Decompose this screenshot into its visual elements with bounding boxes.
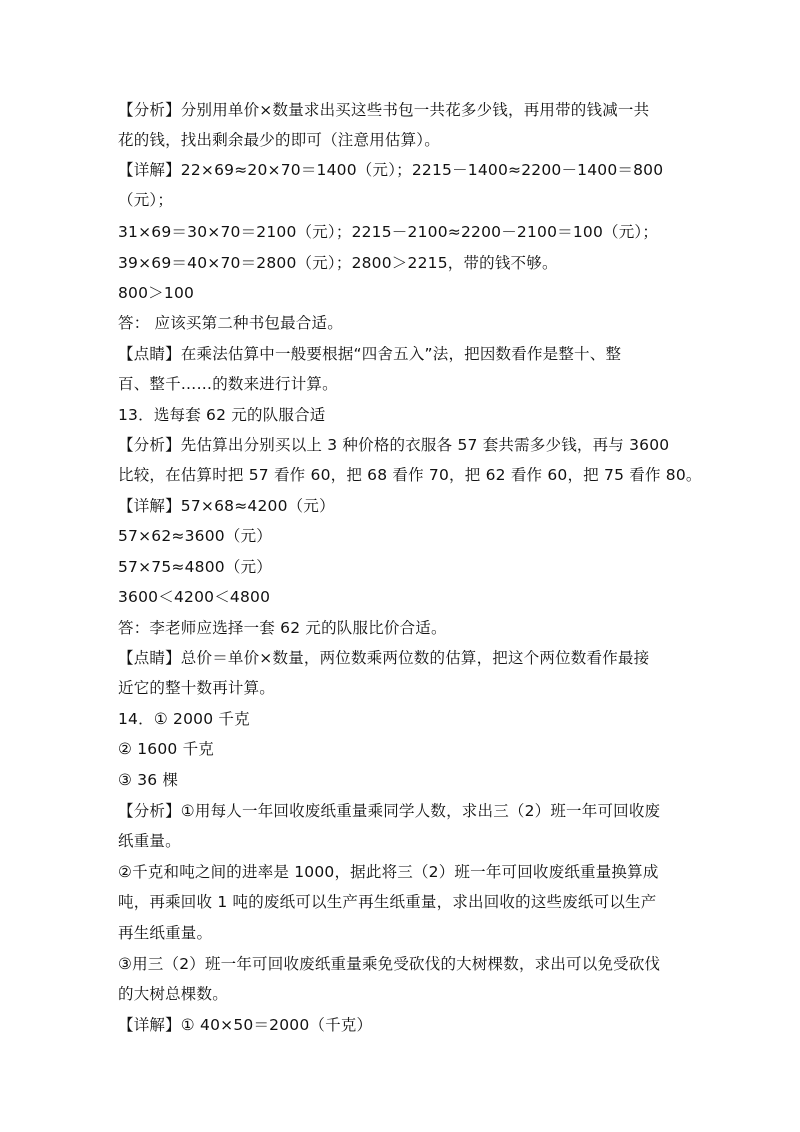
text-line-12: 【分析】先估算出分别买以上 3 种价格的衣服各 57 套共需多少钱，再与 3600 bbox=[118, 436, 670, 454]
text-line-29: ③用三（2）班一年可回收废纸重量乘免受砍伐的大树棵数，求出可以免受砍伐 bbox=[118, 955, 661, 973]
text-line-26: ②千克和吨之间的进率是 1000，据此将三（2）班一年可回收废纸重量换算成 bbox=[118, 863, 659, 881]
text-line-22: ② 1600 千克 bbox=[118, 740, 214, 758]
text-line-16: 57×75≈4800（元） bbox=[118, 558, 272, 576]
text-line-31: 【详解】① 40×50＝2000（千克） bbox=[118, 1016, 373, 1034]
text-line-20: 近它的整十数再计算。 bbox=[118, 679, 276, 697]
question-13-heading: 13．选每套 62 元的队服合适 bbox=[118, 406, 326, 424]
question-14-heading: 14．① 2000 千克 bbox=[118, 710, 250, 728]
text-line-4: （元）； bbox=[118, 191, 174, 209]
text-line-13: 比较，在估算时把 57 看作 60，把 68 看作 70，把 62 看作 60，把 75 看作 80。 bbox=[118, 466, 702, 484]
text-line-19: 【点睛】总价＝单价×数量，两位数乘两位数的估算，把这个两位数看作最接 bbox=[118, 649, 650, 667]
text-line-9: 【点睛】在乘法估算中一般要根据“四舍五入”法，把因数看作是整十、整 bbox=[118, 345, 622, 363]
text-line-2: 花的钱，找出剩余最少的即可（注意用估算）。 bbox=[118, 131, 440, 149]
text-line-30: 的大树总棵数。 bbox=[118, 985, 228, 1003]
text-line-18: 答：李老师应选择一套 62 元的队服比价合适。 bbox=[118, 619, 447, 637]
text-line-25: 纸重量。 bbox=[118, 832, 181, 850]
text-line-8: 答： 应该买第二种书包最合适。 bbox=[118, 314, 343, 332]
text-line-28: 再生纸重量。 bbox=[118, 924, 213, 942]
text-line-14: 【详解】57×68≈4200（元） bbox=[118, 497, 335, 515]
text-line-7: 800＞100 bbox=[118, 284, 195, 302]
text-line-15: 57×62≈3600（元） bbox=[118, 527, 272, 545]
text-line-17: 3600＜4200＜4800 bbox=[118, 588, 271, 606]
text-line-23: ③ 36 棵 bbox=[118, 771, 179, 789]
text-line-27: 吨，再乘回收 1 吨的废纸可以生产再生纸重量，求出回收的这些废纸可以生产 bbox=[118, 893, 657, 911]
text-line-24: 【分析】①用每人一年回收废纸重量乘同学人数，求出三（2）班一年可回收废 bbox=[118, 802, 661, 820]
text-line-10: 百、整千……的数来进行计算。 bbox=[118, 375, 338, 393]
text-line-1: 【分析】分别用单价×数量求出买这些书包一共花多少钱，再用带的钱减一共 bbox=[118, 101, 650, 119]
text-line-5: 31×69＝30×70＝2100（元）；2215－2100≈2200－2100＝100（元）； bbox=[118, 223, 659, 241]
text-line-3: 【详解】22×69≈20×70＝1400（元）；2215－1400≈2200－1400＝800 bbox=[118, 161, 664, 179]
text-line-6: 39×69＝40×70＝2800（元）；2800＞2215，带的钱不够。 bbox=[118, 254, 558, 272]
